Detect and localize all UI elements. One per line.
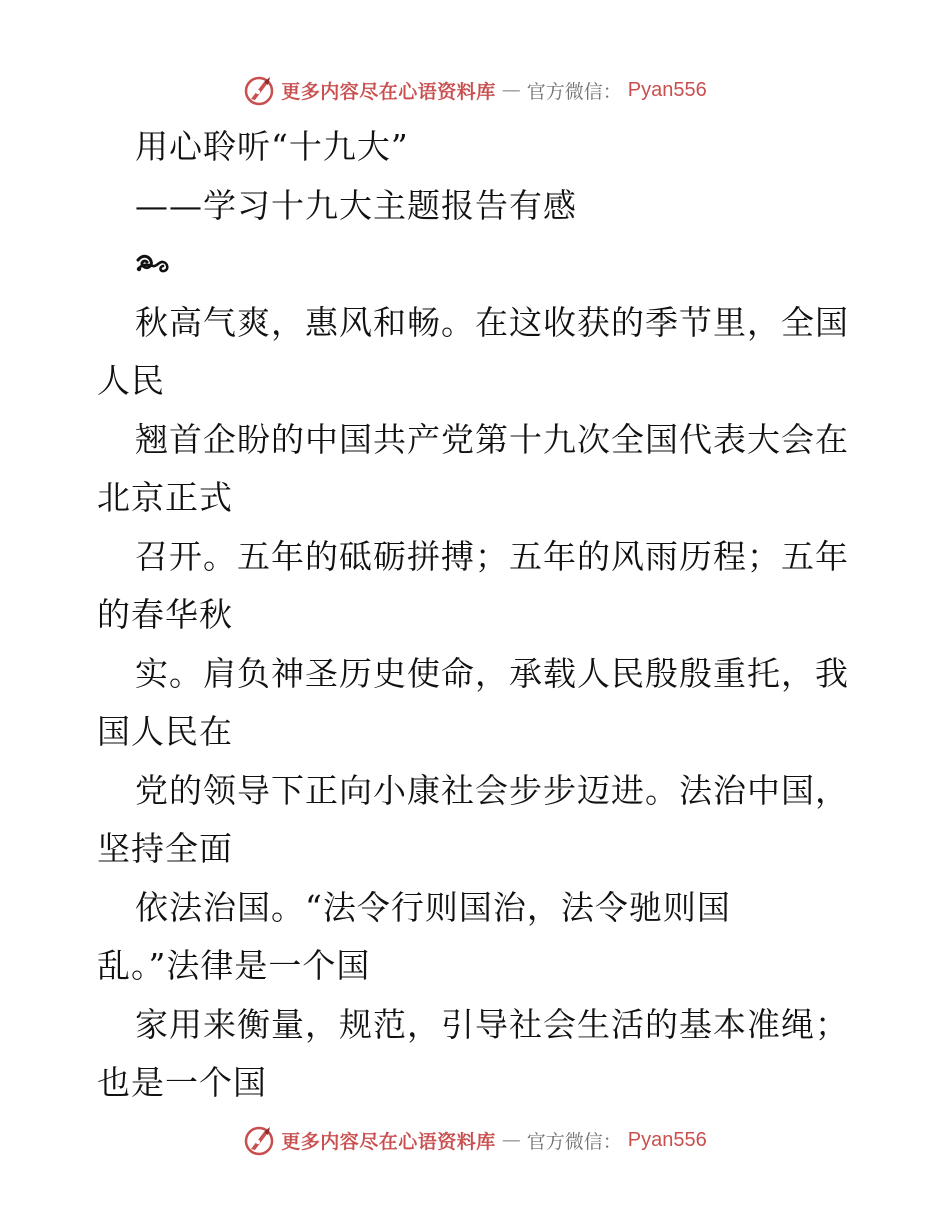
header-banner (0, 70, 950, 110)
wechat-id: Pyan556 (627, 1128, 707, 1151)
paragraph-line: 家用来衡量，规范，引导社会生活的基本准绳； (135, 1004, 849, 1044)
document-subtitle: ——学习十九大主题报告有感 (135, 185, 577, 225)
ornament-row (97, 235, 857, 294)
paragraph-line: 人民 (97, 361, 165, 400)
paragraph-line: 北京正式 (97, 478, 233, 517)
paragraph-line: 坚持全面 (97, 829, 233, 868)
document-body (97, 118, 857, 1113)
paragraph-line: 依法治国。“法令行则国治，法令驰则国 (135, 887, 731, 927)
quill-pen-logo-icon (243, 1124, 275, 1156)
footer-banner (0, 1120, 950, 1160)
paragraph-line: 秋高气爽，惠风和畅。在这收获的季节里，全国 (135, 302, 849, 342)
wechat-label: 官方微信： (526, 1130, 622, 1153)
quill-pen-logo-icon (243, 74, 275, 106)
document-title: 用心聆听“十九大” (135, 127, 409, 166)
wechat-id: Pyan556 (627, 78, 707, 101)
paragraph-line: 乱。”法律是一个国 (97, 946, 371, 985)
paragraph-line: 也是一个国 (97, 1063, 267, 1102)
banner-separator: — (501, 1129, 521, 1151)
wechat-label: 官方微信： (526, 80, 622, 103)
paragraph-line: 党的领导下正向小康社会步步迈进。法治中国， (135, 770, 849, 810)
banner-content (243, 1124, 707, 1156)
site-name: 更多内容尽在心语资料库 (281, 1130, 496, 1153)
paragraph-line: 翘首企盼的中国共产党第十九次全国代表大会在 (135, 419, 849, 459)
paragraph-line: 国人民在 (97, 712, 233, 751)
paragraph-line: 召开。五年的砥砺拼搏；五年的风雨历程；五年 (135, 536, 849, 576)
paragraph-line: 的春华秋 (97, 595, 233, 634)
site-name: 更多内容尽在心语资料库 (281, 80, 496, 103)
document-paragraph (97, 294, 857, 1113)
paragraph-line: 实。肩负神圣历史使命，承载人民殷殷重托，我 (135, 653, 849, 693)
fleuron-ornament-icon (135, 252, 175, 276)
banner-separator: — (501, 79, 521, 101)
banner-content (243, 74, 707, 106)
